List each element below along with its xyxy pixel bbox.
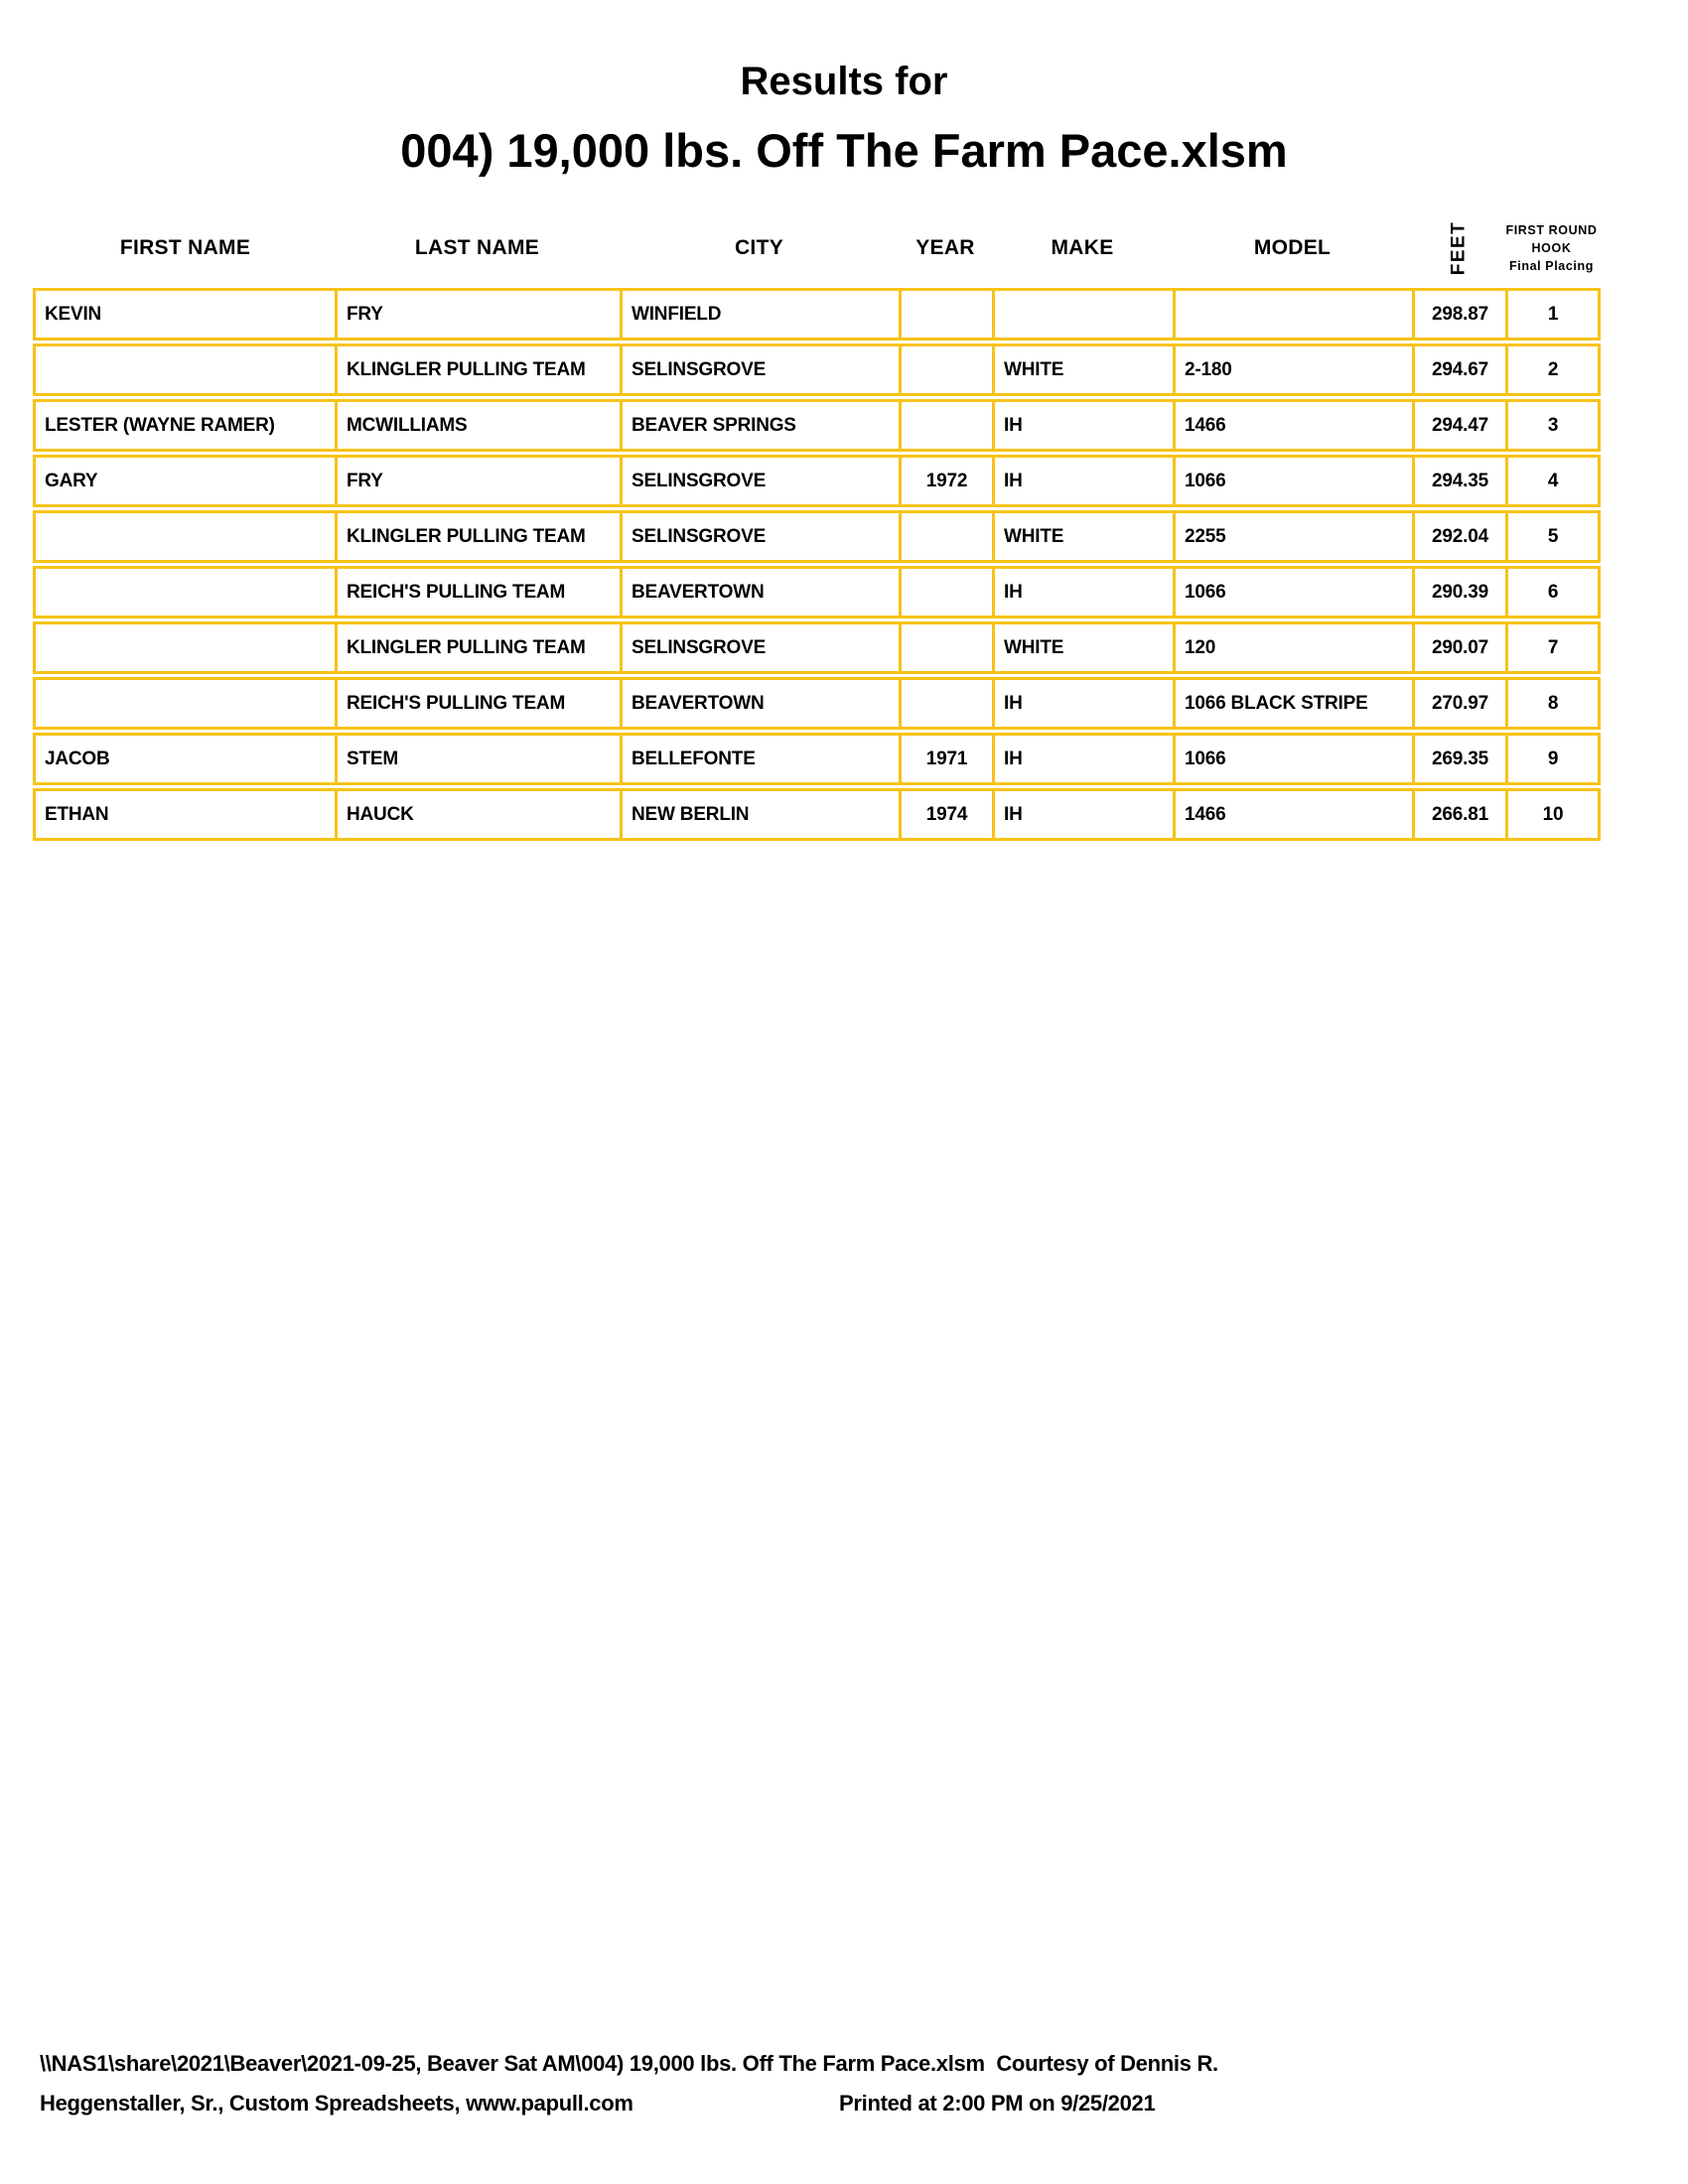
- cell-placing: 5: [1505, 513, 1598, 560]
- page-subtitle-filename: 004) 19,000 lbs. Off The Farm Pace.xlsm: [400, 124, 1288, 177]
- table-row: [33, 343, 1601, 396]
- table-row: [33, 677, 1601, 730]
- cell-year: [899, 513, 992, 560]
- table-row: [33, 288, 1601, 341]
- cell-model: 1466: [1173, 791, 1412, 838]
- cell-year: [899, 291, 992, 338]
- cell-first-name: GARY: [45, 470, 98, 491]
- cell-model: 1466: [1173, 402, 1412, 449]
- cell-placing: 9: [1505, 736, 1598, 782]
- cell-year: [899, 624, 992, 671]
- cell-feet: 269.35: [1412, 736, 1505, 782]
- cell-model: [1173, 291, 1412, 338]
- cell-city: SELINSGROVE: [620, 513, 899, 560]
- cell-feet: 290.07: [1412, 624, 1505, 671]
- cell-model: 2-180: [1173, 346, 1412, 393]
- column-header-final-placing: [1505, 221, 1598, 275]
- cell-make: IH: [992, 569, 1173, 615]
- cell-last-name: REICH'S PULLING TEAM: [335, 680, 620, 727]
- cell-year: [899, 402, 992, 449]
- cell-city: BEAVERTOWN: [620, 569, 899, 615]
- cell-placing: 7: [1505, 624, 1598, 671]
- cell-make: IH: [992, 458, 1173, 504]
- cell-last-name: MCWILLIAMS: [335, 402, 620, 449]
- cell-year: [899, 569, 992, 615]
- cell-model: 1066: [1173, 458, 1412, 504]
- cell-feet: 294.35: [1412, 458, 1505, 504]
- cell-placing: 2: [1505, 346, 1598, 393]
- cell-last-name: FRY: [335, 458, 620, 504]
- cell-first-name: KEVIN: [45, 303, 102, 325]
- cell-make: IH: [992, 680, 1173, 727]
- column-header-year: YEAR: [915, 236, 975, 259]
- footer-file-path: \\NAS1\share\2021\Beaver\2021-09-25, Beaver Sat AM\004) 19,000 lbs. Off The Farm Pace.xlsm Courtesy of Dennis R.: [40, 2051, 1218, 2076]
- cell-first-name: ETHAN: [45, 803, 109, 825]
- cell-year: [899, 346, 992, 393]
- cell-feet: 298.87: [1412, 291, 1505, 338]
- cell-city: SELINSGROVE: [620, 458, 899, 504]
- cell-city: SELINSGROVE: [620, 624, 899, 671]
- cell-last-name: HAUCK: [335, 791, 620, 838]
- hook-header-line2: HOOK: [1531, 240, 1572, 255]
- cell-city: SELINSGROVE: [620, 346, 899, 393]
- cell-make: IH: [992, 736, 1173, 782]
- cell-city: BELLEFONTE: [620, 736, 899, 782]
- cell-first-name: [36, 513, 335, 560]
- hook-header-line1: FIRST ROUND: [1505, 222, 1598, 237]
- cell-last-name: KLINGLER PULLING TEAM: [335, 624, 620, 671]
- cell-feet: 266.81: [1412, 791, 1505, 838]
- cell-feet: 292.04: [1412, 513, 1505, 560]
- cell-first-name: [36, 680, 335, 727]
- table-row: [33, 510, 1601, 563]
- column-header-last-name: LAST NAME: [414, 236, 540, 259]
- column-header-city: CITY: [734, 236, 784, 259]
- cell-city: WINFIELD: [620, 291, 899, 338]
- cell-placing: 1: [1505, 291, 1598, 338]
- column-header-model: MODEL: [1253, 236, 1332, 259]
- cell-first-name: [36, 346, 335, 393]
- cell-placing: 4: [1505, 458, 1598, 504]
- table-row: [33, 788, 1601, 841]
- cell-first-name: [36, 569, 335, 615]
- cell-year: 1972: [899, 458, 992, 504]
- cell-make: WHITE: [992, 513, 1173, 560]
- cell-model: 1066: [1173, 569, 1412, 615]
- cell-city: NEW BERLIN: [620, 791, 899, 838]
- footer-courtesy: Heggenstaller, Sr., Custom Spreadsheets, www.papull.com: [40, 2091, 633, 2116]
- cell-last-name: FRY: [335, 291, 620, 338]
- cell-first-name: [36, 624, 335, 671]
- cell-placing: 6: [1505, 569, 1598, 615]
- cell-year: [899, 680, 992, 727]
- table-row: [33, 399, 1601, 452]
- cell-placing: 8: [1505, 680, 1598, 727]
- cell-model: 120: [1173, 624, 1412, 671]
- column-header-feet: [1412, 211, 1505, 285]
- cell-city: BEAVERTOWN: [620, 680, 899, 727]
- results-table: [33, 288, 1601, 844]
- cell-first-name: LESTER (WAYNE RAMER): [45, 414, 275, 436]
- cell-model: 2255: [1173, 513, 1412, 560]
- cell-make: [992, 291, 1173, 338]
- feet-rotated-label: FEET: [1448, 220, 1469, 276]
- cell-city: BEAVER SPRINGS: [620, 402, 899, 449]
- cell-feet: 290.39: [1412, 569, 1505, 615]
- cell-model: 1066: [1173, 736, 1412, 782]
- cell-feet: 270.97: [1412, 680, 1505, 727]
- cell-year: 1974: [899, 791, 992, 838]
- hook-header-line3: Final Placing: [1509, 259, 1594, 274]
- cell-placing: 10: [1505, 791, 1598, 838]
- cell-feet: 294.67: [1412, 346, 1505, 393]
- footer-printed-at: Printed at 2:00 PM on 9/25/2021: [839, 2091, 1156, 2116]
- cell-placing: 3: [1505, 402, 1598, 449]
- column-header-first-name: FIRST NAME: [119, 236, 251, 259]
- cell-make: IH: [992, 402, 1173, 449]
- cell-make: WHITE: [992, 346, 1173, 393]
- table-row: [33, 733, 1601, 785]
- table-row: [33, 455, 1601, 507]
- cell-first-name: JACOB: [45, 748, 110, 769]
- cell-last-name: REICH'S PULLING TEAM: [335, 569, 620, 615]
- table-header-row: [36, 211, 1598, 285]
- page-title: Results for: [740, 60, 948, 103]
- cell-last-name: KLINGLER PULLING TEAM: [335, 346, 620, 393]
- cell-model: 1066 BLACK STRIPE: [1173, 680, 1412, 727]
- cell-make: IH: [992, 791, 1173, 838]
- cell-year: 1971: [899, 736, 992, 782]
- cell-last-name: STEM: [335, 736, 620, 782]
- column-header-make: MAKE: [1051, 236, 1114, 259]
- table-row: [33, 566, 1601, 618]
- table-row: [33, 621, 1601, 674]
- cell-last-name: KLINGLER PULLING TEAM: [335, 513, 620, 560]
- cell-make: WHITE: [992, 624, 1173, 671]
- cell-feet: 294.47: [1412, 402, 1505, 449]
